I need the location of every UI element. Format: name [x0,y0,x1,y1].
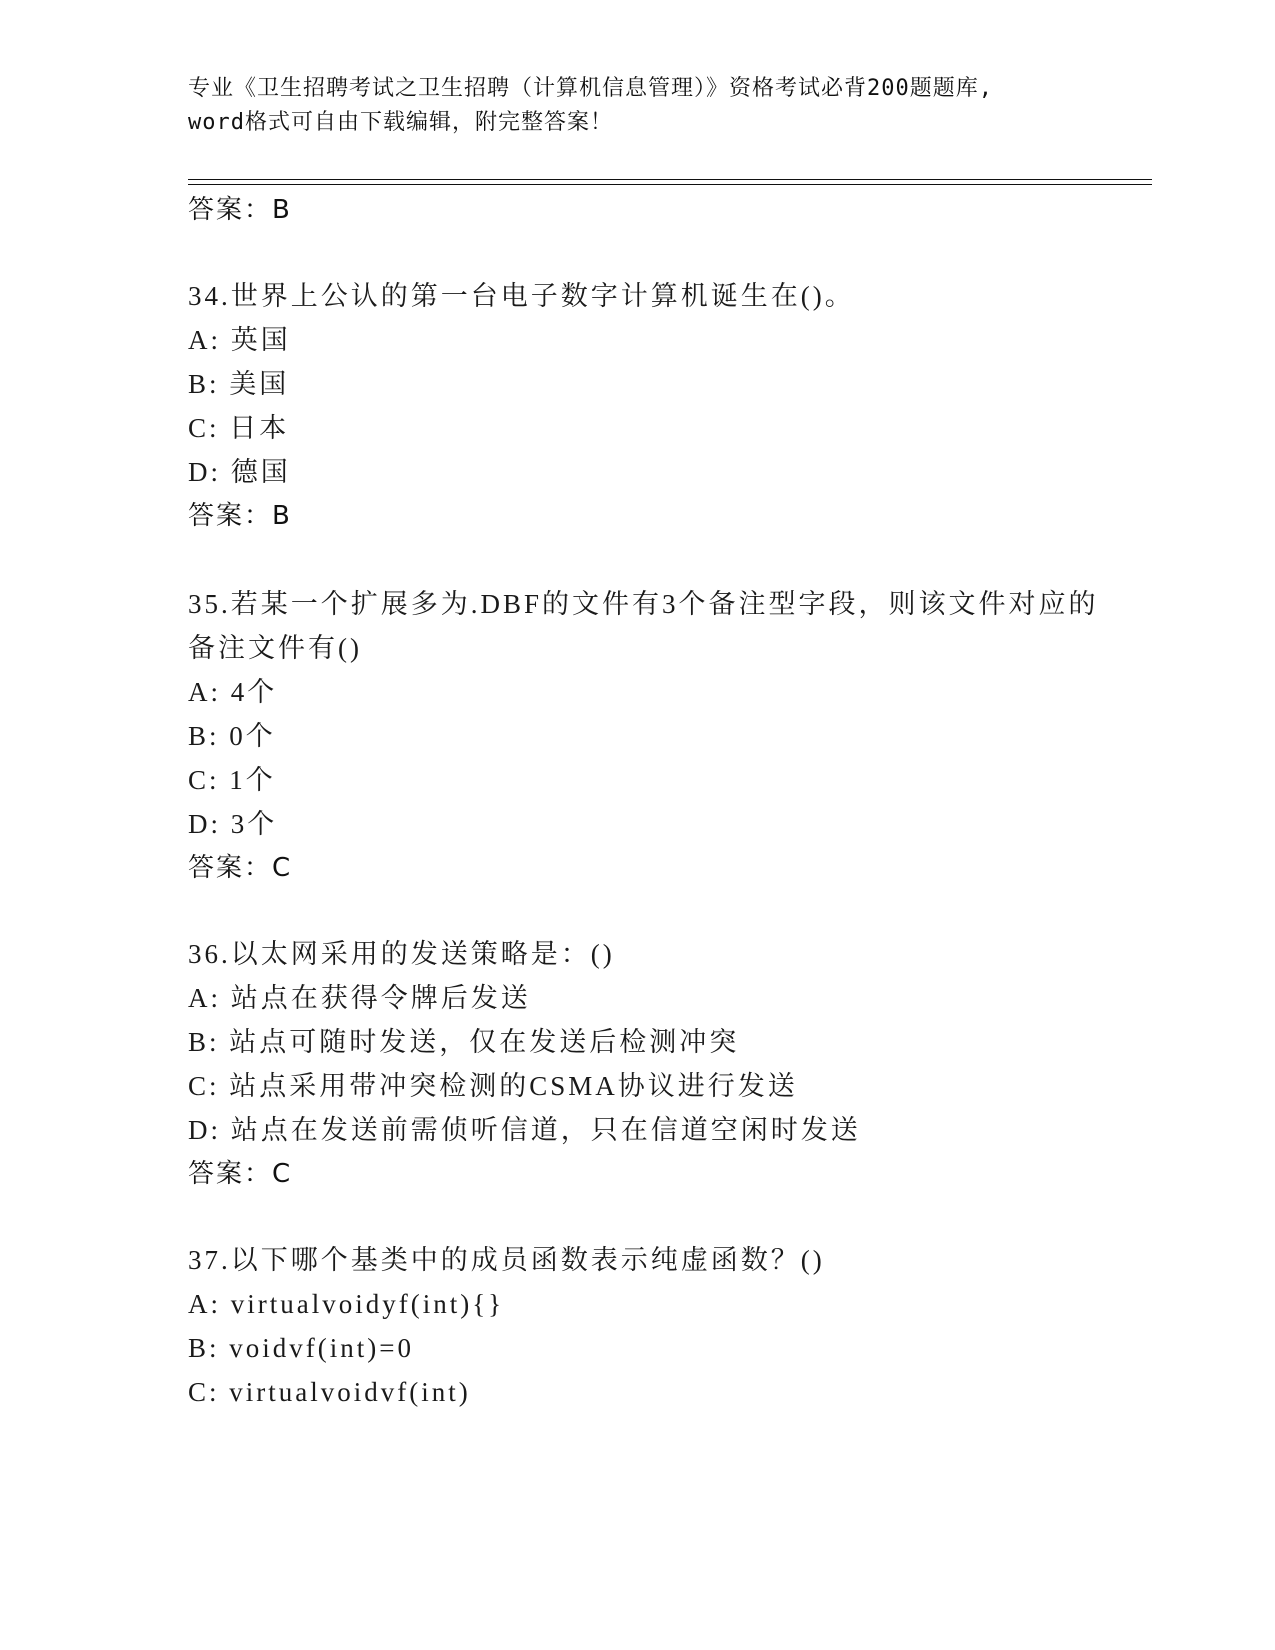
option-b: B: 站点可随时发送，仅在发送后检测冲突 [188,1027,740,1057]
option-a: A: 站点在获得令牌后发送 [188,983,531,1013]
option-b: B: 0个 [188,721,276,751]
question-stem: 36.以太网采用的发送策略是：() [188,939,615,969]
header-line-1: 专业《卫生招聘考试之卫生招聘（计算机信息管理）》资格考试必背200题题库, [188,76,993,101]
header-divider-top [188,179,1152,180]
option-a: A: 英国 [188,325,291,355]
option-b: B: voidvf(int)=0 [188,1333,414,1363]
answer-line: 答案：C [188,1159,293,1189]
option-d: D: 3个 [188,809,278,839]
option-b: B: 美国 [188,369,290,399]
answer-line: 答案：C [188,853,293,883]
question-stem-continued: 备注文件有() [188,633,362,663]
option-d: D: 德国 [188,457,291,487]
option-a: A: virtualvoidyf(int){} [188,1289,505,1319]
document-header [188,72,1088,140]
option-d: D: 站点在发送前需侦听信道，只在信道空闲时发送 [188,1115,861,1145]
option-c: C: 站点采用带冲突检测的CSMA协议进行发送 [188,1071,798,1101]
answer-line: 答案：B [188,195,292,225]
question-stem: 37.以下哪个基类中的成员函数表示纯虚函数？() [188,1245,825,1275]
question-stem: 35.若某一个扩展多为.DBF的文件有3个备注型字段，则该文件对应的 [188,589,1099,619]
header-line-2: word格式可自由下载编辑，附完整答案！ [188,110,613,135]
option-a: A: 4个 [188,677,278,707]
answer-line: 答案：B [188,501,292,531]
header-divider-bottom [188,184,1152,185]
option-c: C: 1个 [188,765,276,795]
option-c: C: virtualvoidvf(int) [188,1377,471,1407]
option-c: C: 日本 [188,413,290,443]
question-stem: 34.世界上公认的第一台电子数字计算机诞生在()。 [188,281,855,311]
